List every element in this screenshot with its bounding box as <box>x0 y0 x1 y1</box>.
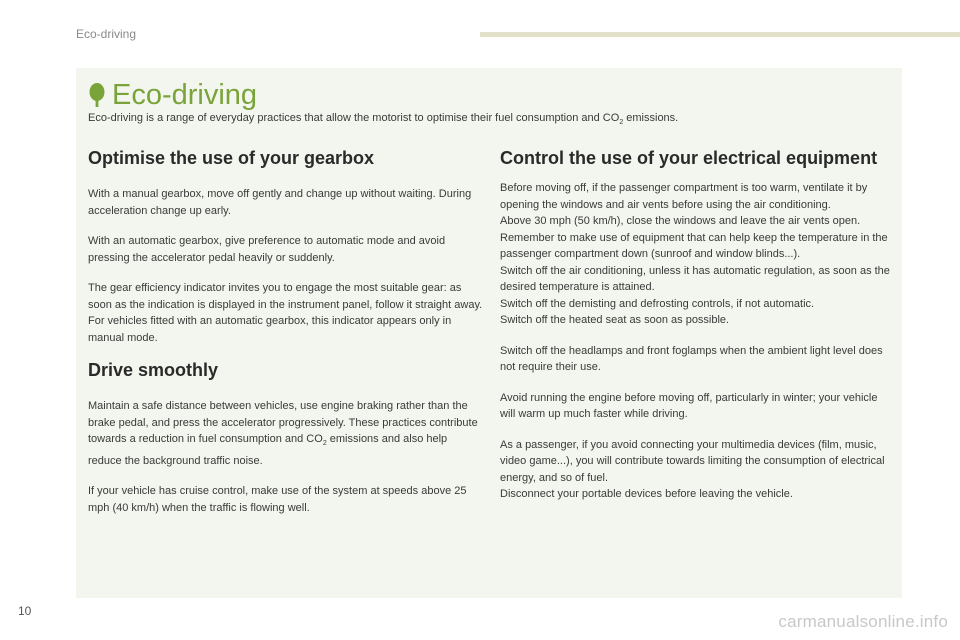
electrical-paragraph-4b: Disconnect your portable devices before leaving the vehicle. <box>500 488 793 500</box>
section-header-label: Eco-driving <box>76 27 137 41</box>
intro-text-main: Eco-driving is a range of everyday practices that allow the motorist to optimise their fuel consumption and CO <box>88 112 620 124</box>
electrical-paragraph-1 <box>500 180 895 329</box>
intro-subscript: 2 <box>619 119 624 127</box>
left-column <box>88 148 483 530</box>
electrical-paragraph-1b: Above 30 mph (50 km/h), close the windows and leave the air vents open. <box>500 215 861 227</box>
intro-text <box>88 111 678 130</box>
electrical-heading: Control the use of your electrical equipment <box>500 148 878 168</box>
electrical-paragraph-3: Avoid running the engine before moving off, particularly in winter; your vehicle will warm up much faster while driving. <box>500 391 878 420</box>
gearbox-paragraph-2: With an automatic gearbox, give preference to automatic mode and avoid pressing the accelerator pedal heavily or suddenly. <box>88 235 446 264</box>
watermark: carmanualsonline.info <box>778 612 948 631</box>
page-title: Eco-driving <box>112 79 258 111</box>
drive-paragraph-1-end: emissions and also help reduce the background traffic noise. <box>88 433 448 467</box>
electrical-paragraph-4 <box>500 437 895 503</box>
gearbox-heading: Optimise the use of your gearbox <box>88 148 375 168</box>
electrical-paragraph-1d: Switch off the air conditioning, unless it has automatic regulation, as soon as the desired temperature is attained. <box>500 264 890 293</box>
tree-icon <box>88 83 106 107</box>
electrical-paragraph-1a: Before moving off, if the passenger compartment is too warm, ventilate it by opening the windows and air vents before using the air conditioning. <box>500 182 868 211</box>
header-rule <box>480 32 960 37</box>
gearbox-paragraph-1: With a manual gearbox, move off gently and change up without waiting. During acceleration change up early. <box>88 188 472 217</box>
intro-text-end: emissions. <box>623 112 679 124</box>
right-column <box>500 148 895 517</box>
page-number: 10 <box>18 604 32 618</box>
drive-heading: Drive smoothly <box>88 360 219 380</box>
drive-subscript: 2 <box>322 440 327 448</box>
electrical-paragraph-1c: Remember to make use of equipment that can help keep the temperature in the passenger compartment down (sunroof and window blinds...). <box>500 231 888 260</box>
gearbox-paragraph-3b: For vehicles fitted with an automatic gearbox, this indicator appears only in manual mode. <box>88 315 452 344</box>
drive-paragraph-1 <box>88 398 483 469</box>
drive-paragraph-2: If your vehicle has cruise control, make use of the system at speeds above 25 mph (40 km/h) when the traffic is flowing well. <box>88 485 467 514</box>
electrical-paragraph-1e: Switch off the demisting and defrosting controls, if not automatic. <box>500 297 815 310</box>
gearbox-paragraph-3a: The gear efficiency indicator invites you to engage the most suitable gear: as soon as the indication is displayed in the instrument panel, follow it straight away. <box>88 282 483 311</box>
electrical-paragraph-4a: As a passenger, if you avoid connecting your multimedia devices (film, music, video game...), you will contribute towards limiting the consumption of electrical energy, and so of fuel. <box>500 438 885 484</box>
gearbox-paragraph-3 <box>88 280 483 346</box>
drive-paragraph-1-main: Maintain a safe distance between vehicles, use engine braking rather than the brake pedal, and press the accelerator progressively. These practices contribute towards a reduction in fuel consumption and CO <box>88 400 478 445</box>
electrical-paragraph-1f: Switch off the heated seat as soon as possible. <box>500 314 730 326</box>
title-row <box>88 78 257 112</box>
electrical-paragraph-2: Switch off the headlamps and front foglamps when the ambient light level does not require their use. <box>500 344 883 373</box>
